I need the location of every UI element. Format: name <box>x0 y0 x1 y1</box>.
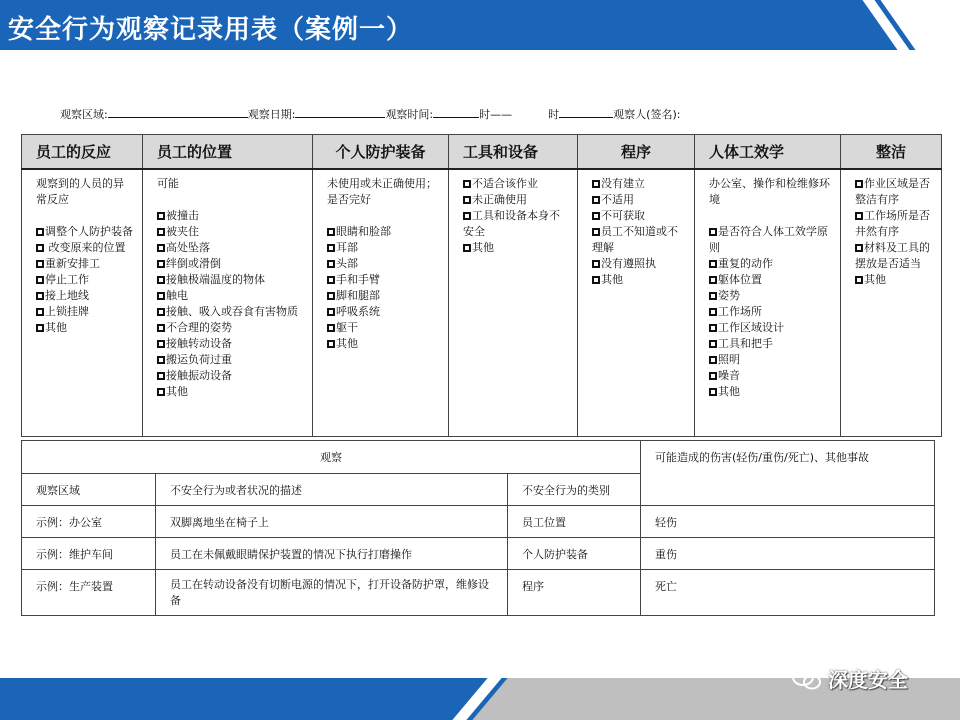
checkbox-item[interactable]: 调整个人防护装备 <box>36 224 134 240</box>
checkbox-icon[interactable] <box>327 276 335 284</box>
checkbox-item[interactable]: 绊倒或滑倒 <box>157 256 304 272</box>
checkbox-item[interactable]: 工作场所 <box>709 304 832 320</box>
row-type[interactable]: 员工位置 <box>508 506 641 538</box>
checkbox-icon[interactable] <box>463 196 471 204</box>
checkbox-icon[interactable] <box>157 212 165 220</box>
observation-section-label: 观察 <box>22 441 641 474</box>
table-row <box>22 506 935 538</box>
checkbox-icon[interactable] <box>157 276 165 284</box>
checkbox-icon[interactable] <box>327 244 335 252</box>
checkbox-item[interactable]: 其他 <box>592 272 686 288</box>
checkbox-icon[interactable] <box>709 388 717 396</box>
checkbox-icon[interactable] <box>327 340 335 348</box>
checkbox-icon[interactable] <box>327 292 335 300</box>
checkbox-icon[interactable] <box>157 292 165 300</box>
col-type-label: 不安全行为的类别 <box>508 474 641 506</box>
checkbox-item[interactable]: 工具和把手 <box>709 336 832 352</box>
col-intro: 可能 <box>157 176 179 190</box>
checkbox-item[interactable]: 搬运负荷过重 <box>157 352 304 368</box>
checkbox-item[interactable]: 其他 <box>157 384 304 400</box>
checkbox-item[interactable]: 其他 <box>855 272 933 288</box>
checkbox-item[interactable]: 其他 <box>463 240 569 256</box>
col-tools-equipment <box>449 169 578 437</box>
checkbox-icon[interactable] <box>463 244 471 252</box>
time-end-field[interactable] <box>512 106 548 118</box>
checkbox-item[interactable]: 头部 <box>327 256 440 272</box>
col-employee-reaction <box>22 169 143 437</box>
checkbox-icon[interactable] <box>157 356 165 364</box>
checkbox-icon[interactable] <box>709 292 717 300</box>
observer-label: 观察人(签名): <box>613 108 681 121</box>
checkbox-icon[interactable] <box>855 212 863 220</box>
checkbox-icon[interactable] <box>709 276 717 284</box>
checkbox-icon[interactable] <box>157 372 165 380</box>
checkbox-item[interactable]: 没有遵照执 <box>592 256 686 272</box>
col-area-label: 观察区域 <box>22 474 156 506</box>
checkbox-item[interactable]: 照明 <box>709 352 832 368</box>
watermark-text: 深度安全 <box>828 668 908 692</box>
table-row <box>22 538 935 570</box>
checkbox-icon[interactable] <box>36 308 44 316</box>
checkbox-icon[interactable] <box>855 244 863 252</box>
col-housekeeping <box>841 169 942 437</box>
row-desc[interactable]: 员工在转动设备没有切断电源的情况下，打开设备防护罩，维修设备 <box>156 570 508 616</box>
checkbox-item[interactable]: 不适合该作业 <box>463 176 569 192</box>
col-intro: 未使用或未正确使用；是否完好 <box>327 176 437 206</box>
checkbox-item[interactable]: 噪音 <box>709 368 832 384</box>
checkbox-icon[interactable] <box>709 260 717 268</box>
table-row <box>22 570 935 616</box>
checkbox-icon[interactable] <box>855 180 863 188</box>
col-procedure <box>578 169 695 437</box>
checkbox-icon[interactable] <box>463 212 471 220</box>
checkbox-icon[interactable] <box>327 228 335 236</box>
checkbox-item[interactable]: 接上地线 <box>36 288 134 304</box>
area-field[interactable] <box>108 106 248 118</box>
checkbox-item[interactable]: 不合理的姿势 <box>157 320 304 336</box>
checkbox-item[interactable]: 眼睛和脸部 <box>327 224 440 240</box>
checkbox-item[interactable]: 工具和设备本身不 安全 <box>463 208 560 238</box>
category-body-row <box>22 169 942 437</box>
checkbox-icon[interactable] <box>157 228 165 236</box>
checkbox-item[interactable]: 被夹住 <box>157 224 304 240</box>
checkbox-item[interactable]: 脚和腿部 <box>327 288 440 304</box>
checkbox-icon[interactable] <box>327 260 335 268</box>
header-employee-reaction: 员工的反应 <box>22 135 143 169</box>
time-start-field[interactable] <box>433 106 479 118</box>
checkbox-icon[interactable] <box>157 308 165 316</box>
checkbox-item[interactable]: 停止工作 <box>36 272 134 288</box>
category-header-row <box>22 135 942 169</box>
checkbox-icon[interactable] <box>592 196 600 204</box>
area-label: 观察区域: <box>60 108 108 121</box>
checkbox-icon[interactable] <box>157 388 165 396</box>
col-employee-position <box>143 169 313 437</box>
header-ergonomics: 人体工效学 <box>695 135 841 169</box>
col-desc-label: 不安全行为或者状况的描述 <box>156 474 508 506</box>
checkbox-icon[interactable] <box>592 180 600 188</box>
checkbox-item[interactable]: 高处坠落 <box>157 240 304 256</box>
checkbox-item[interactable]: 未正确使用 <box>463 192 569 208</box>
checkbox-icon[interactable] <box>36 276 44 284</box>
checkbox-icon[interactable] <box>855 276 863 284</box>
checkbox-icon[interactable] <box>709 356 717 364</box>
checkbox-icon[interactable] <box>157 324 165 332</box>
page-title: 安全行为观察记录用表（案例一） <box>8 15 414 45</box>
checkbox-item[interactable]: 躯体位置 <box>709 272 832 288</box>
time-gap <box>559 106 613 118</box>
row-area[interactable]: 示例：办公室 <box>22 506 156 538</box>
checkbox-icon[interactable] <box>709 340 717 348</box>
info-line <box>60 106 680 122</box>
col-ppe <box>313 169 449 437</box>
row-area[interactable]: 示例：维护车间 <box>22 538 156 570</box>
observation-header-row <box>22 441 935 474</box>
harm-label: 可能造成的伤害(轻伤/重伤/死亡)、其他事故 <box>641 441 935 506</box>
hour-label-2: 时 <box>548 108 560 121</box>
observation-table <box>21 440 935 616</box>
checkbox-icon[interactable] <box>157 260 165 268</box>
checkbox-icon[interactable] <box>157 340 165 348</box>
header-housekeeping: 整洁 <box>841 135 942 169</box>
checkbox-item[interactable]: 躯干 <box>327 320 440 336</box>
title-bar <box>0 0 960 50</box>
checkbox-item[interactable]: 接触振动设备 <box>157 368 304 384</box>
checkbox-item[interactable]: 触电 <box>157 288 304 304</box>
row-harm[interactable]: 死亡 <box>641 570 935 616</box>
category-table <box>21 134 942 437</box>
checkbox-icon[interactable] <box>709 228 717 236</box>
checkbox-item[interactable]: 接触转动设备 <box>157 336 304 352</box>
checkbox-icon[interactable] <box>592 276 600 284</box>
row-desc[interactable]: 双脚离地坐在椅子上 <box>156 506 508 538</box>
checkbox-icon[interactable] <box>709 324 717 332</box>
checkbox-item[interactable]: 手和手臂 <box>327 272 440 288</box>
hour-label-1: 时—— <box>479 108 513 121</box>
checkbox-icon[interactable] <box>36 260 44 268</box>
checkbox-icon[interactable] <box>36 292 44 300</box>
checkbox-icon[interactable] <box>592 260 600 268</box>
checkbox-item[interactable]: 工作场所是否 井然有序 <box>855 208 930 238</box>
checkbox-item[interactable]: 其他 <box>709 384 832 400</box>
checkbox-item[interactable]: 没有建立 <box>592 176 686 192</box>
checkbox-item[interactable]: 员工不知道或不 理解 <box>592 224 678 254</box>
checkbox-icon[interactable] <box>36 324 44 332</box>
row-harm[interactable]: 重伤 <box>641 538 935 570</box>
date-field[interactable] <box>295 106 385 118</box>
checkbox-icon[interactable] <box>327 324 335 332</box>
header-tools-equipment: 工具和设备 <box>449 135 578 169</box>
checkbox-item[interactable]: 其他 <box>36 320 134 336</box>
checkbox-icon[interactable] <box>36 244 44 252</box>
checkbox-item[interactable]: 姿势 <box>709 288 832 304</box>
checkbox-icon[interactable] <box>592 212 600 220</box>
watermark <box>792 664 908 693</box>
checkbox-item[interactable]: 不适用 <box>592 192 686 208</box>
checkbox-icon[interactable] <box>36 228 44 236</box>
row-harm[interactable]: 轻伤 <box>641 506 935 538</box>
col-ergonomics <box>695 169 841 437</box>
checkbox-item[interactable]: 呼吸系统 <box>327 304 440 320</box>
time-label: 观察时间: <box>385 108 434 121</box>
checkbox-icon[interactable] <box>157 244 165 252</box>
col-intro: 办公室、操作和检维修环境 <box>709 176 830 206</box>
header-employee-position: 员工的位置 <box>143 135 313 169</box>
checkbox-icon[interactable] <box>709 308 717 316</box>
date-label: 观察日期: <box>247 108 296 121</box>
checkbox-item[interactable]: 上锁挂牌 <box>36 304 134 320</box>
checkbox-item[interactable]: 其他 <box>327 336 440 352</box>
col-intro: 观察到的人员的异常反应 <box>36 176 124 206</box>
header-procedure: 程序 <box>578 135 695 169</box>
checkbox-item[interactable]: 接触极端温度的物体 <box>157 272 304 288</box>
checkbox-item[interactable]: 耳部 <box>327 240 440 256</box>
checkbox-item[interactable]: 作业区域是否整洁有序 <box>855 176 930 206</box>
checkbox-icon[interactable] <box>463 180 471 188</box>
row-type[interactable]: 程序 <box>508 570 641 616</box>
checkbox-item[interactable]: 不可获取 <box>592 208 686 224</box>
wechat-icon <box>792 668 822 690</box>
checkbox-item[interactable]: 接触、吸入或吞食有害物质 <box>157 304 304 320</box>
checkbox-item[interactable]: 工作区域设计 <box>709 320 832 336</box>
checkbox-item[interactable]: 重新安排工 <box>36 256 134 272</box>
row-desc[interactable]: 员工在未佩戴眼睛保护装置的情况下执行打磨操作 <box>156 538 508 570</box>
row-type[interactable]: 个人防护装备 <box>508 538 641 570</box>
row-area[interactable]: 示例：生产装置 <box>22 570 156 616</box>
header-ppe: 个人防护装备 <box>313 135 449 169</box>
checkbox-icon[interactable] <box>592 228 600 236</box>
checkbox-item[interactable]: 被撞击 <box>157 208 304 224</box>
checkbox-item[interactable]: 材料及工具的 摆放是否适当 <box>855 240 930 270</box>
checkbox-item[interactable]: 重复的动作 <box>709 256 832 272</box>
checkbox-item[interactable]: 改变原来的位置 <box>36 240 134 256</box>
checkbox-icon[interactable] <box>709 372 717 380</box>
checkbox-icon[interactable] <box>327 308 335 316</box>
checkbox-item[interactable]: 是否符合人体工效学原 则 <box>709 224 828 254</box>
